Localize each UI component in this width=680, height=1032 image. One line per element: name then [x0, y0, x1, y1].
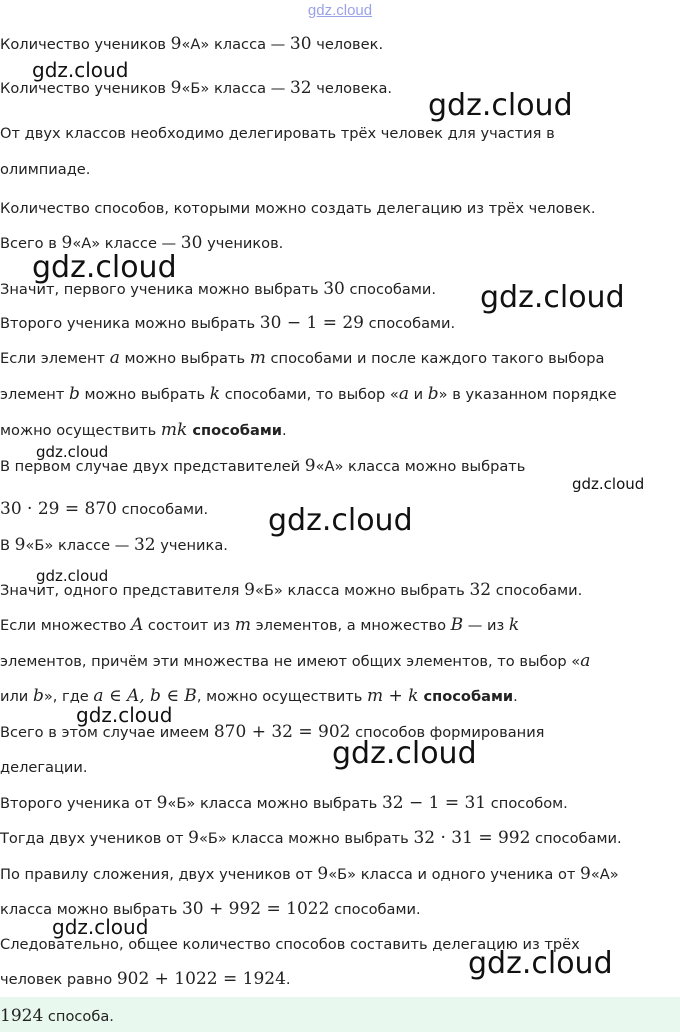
watermark: gdz.cloud [36, 443, 109, 461]
text-line: Всего в этом случае имеем 870 + 32 = 902 способов формирования [0, 722, 545, 742]
watermark: gdz.cloud [36, 567, 109, 585]
text-line: По правилу сложения, двух учеников от 9«Б» класса и одного ученика от 9«А» [0, 864, 619, 884]
watermark: gdz.cloud [268, 503, 413, 538]
watermark: gdz.cloud [468, 946, 613, 981]
watermark: gdz.cloud [480, 280, 625, 315]
text-line: 30 · 29 = 870 способами. [0, 499, 209, 519]
text-line: Значит, первого ученика можно выбрать 30 способами. [0, 279, 437, 299]
text-line: Если элемент a можно выбрать m способами и после каждого такого выбора [0, 348, 605, 368]
text-line: Всего в 9«А» классе — 30 учеников. [0, 233, 284, 253]
text-line: Значит, одного представителя 9«Б» класса можно выбрать 32 способами. [0, 580, 583, 600]
text-line: Количество учеников 9«А» класса — 30 человек. [0, 34, 384, 54]
watermark: gdz.cloud [52, 915, 149, 939]
text-line: делегации. [0, 759, 88, 776]
text-line: или b», где a ∈ A, b ∈ B, можно осуществить m + k способами. [0, 686, 518, 706]
text-line: В 9«Б» классе — 32 ученика. [0, 535, 228, 555]
watermark: gdz.cloud [572, 475, 645, 493]
text-line: человек равно 902 + 1022 = 1924. [0, 969, 291, 989]
watermark: gdz.cloud [32, 250, 177, 285]
text-line: В первом случае двух представителей 9«А» класса можно выбрать [0, 456, 526, 476]
watermark: gdz.cloud [428, 88, 573, 123]
text-line: Второго ученика от 9«Б» класса можно выбрать 32 − 1 = 31 способом. [0, 793, 568, 813]
watermark: gdz.cloud [332, 736, 477, 771]
text-line: олимпиаде. [0, 161, 91, 178]
text-line: элементов, причём эти множества не имеют общих элементов, то выбор «a [0, 651, 591, 671]
answer-text: 1924 способа. [0, 1006, 114, 1026]
text-line: От двух классов необходимо делегировать трёх человек для участия в [0, 125, 555, 142]
text-line: Второго ученика можно выбрать 30 − 1 = 29 способами. [0, 313, 456, 333]
text-line: Количество способов, которыми можно создать делегацию из трёх человек. [0, 200, 596, 217]
text-line: элемент b можно выбрать k способами, то выбор «a и b» в указанном порядке [0, 384, 617, 404]
text-line: можно осуществить mk способами. [0, 420, 287, 440]
watermark: gdz.cloud [32, 58, 129, 82]
watermark: gdz.cloud [76, 703, 173, 727]
text-line: Тогда двух учеников от 9«Б» класса можно выбрать 32 · 31 = 992 способами. [0, 828, 622, 848]
text-line: класса можно выбрать 30 + 992 = 1022 способами. [0, 899, 421, 919]
text-line: Следовательно, общее количество способов составить делегацию из трёх [0, 936, 580, 953]
watermark-top-link[interactable]: gdz.cloud [307, 2, 373, 19]
text-line: Если множество A состоит из m элементов, а множество B — из k [0, 615, 520, 635]
text-line: Количество учеников 9«Б» класса — 32 человека. [0, 78, 393, 98]
